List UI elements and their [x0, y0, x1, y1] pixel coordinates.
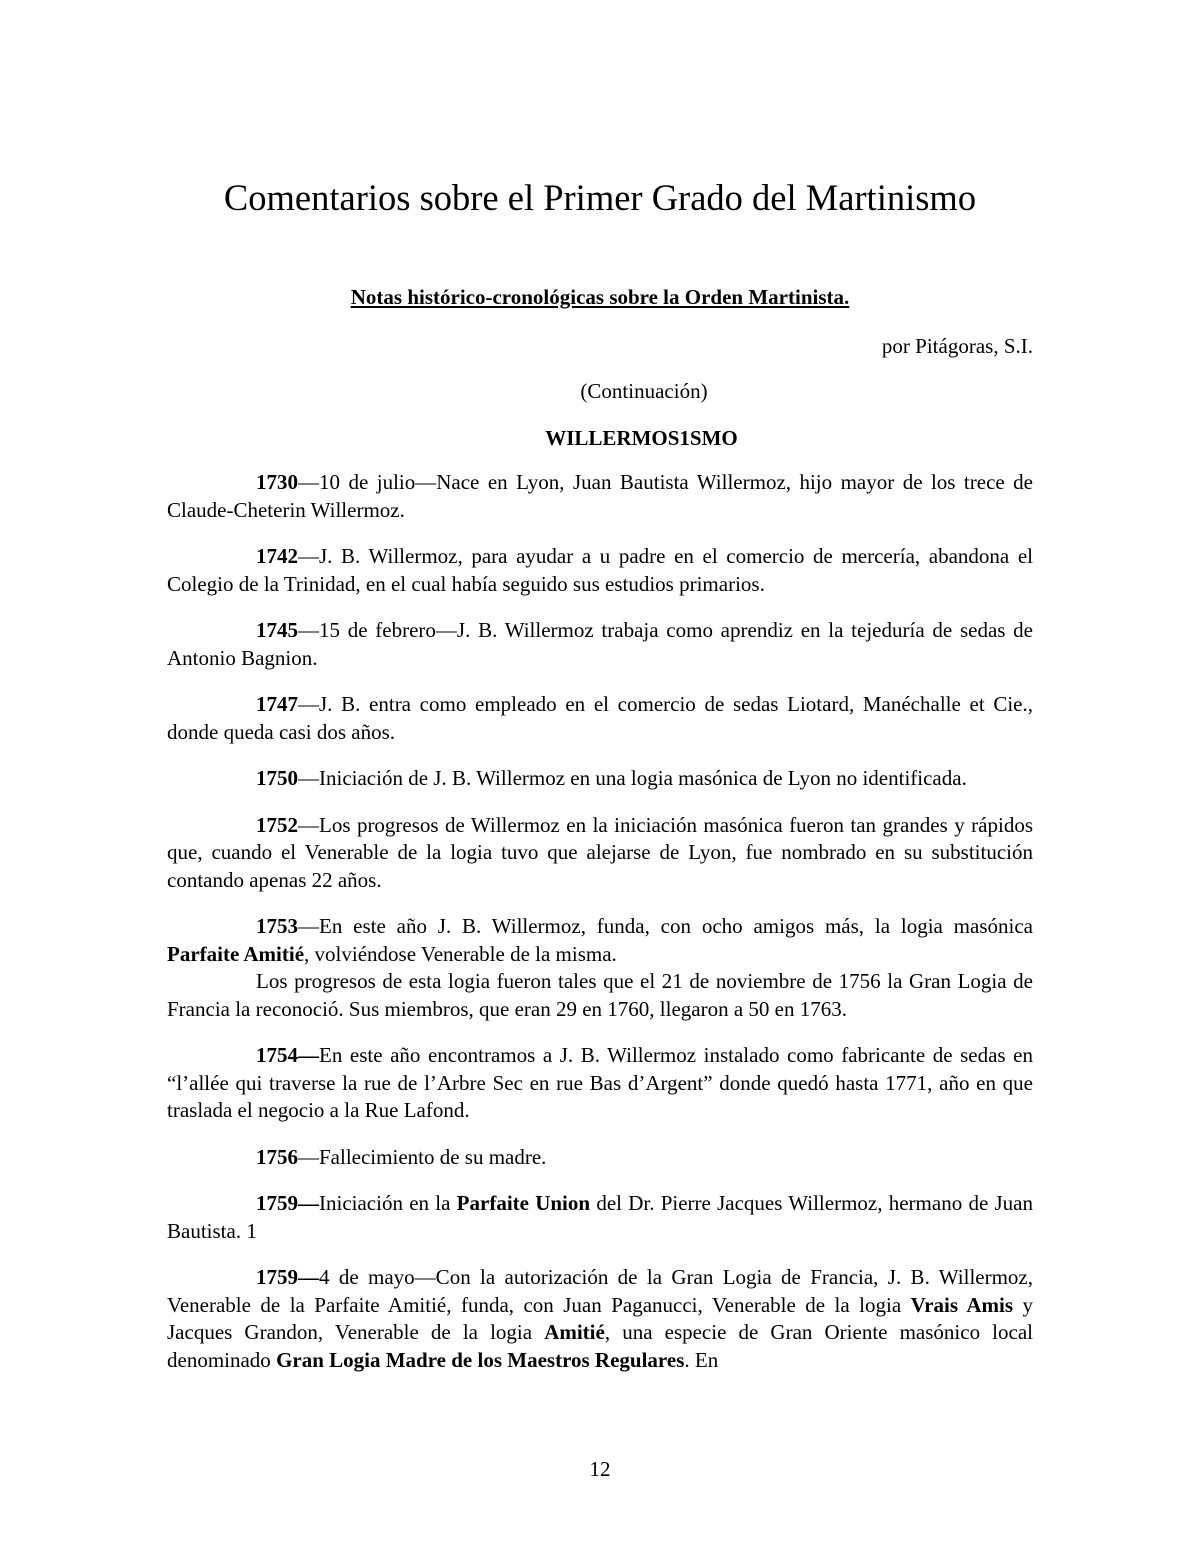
entry-text: —J. B. Willermoz, para ayudar a u padre en el comercio de mercería, abandona el Colegio de la Trinidad, en el cual había seguido sus estudios primarios.	[167, 544, 1033, 596]
entry-text: . En	[684, 1347, 719, 1372]
entry-text: del Dr. Pierre Jacques Willermoz, hermano de Juan Bautista. 1	[167, 1191, 1033, 1243]
entry-year: 1759—	[256, 1191, 319, 1215]
entry-text: —15 de febrero—J. B. Willermoz trabaja como aprendiz en la tejeduría de sedas de Antonio Bagnion.	[167, 618, 1033, 670]
entry-year: 1750	[256, 766, 298, 790]
entry-year: 1759—	[256, 1265, 319, 1289]
entry-1759-b	[167, 1264, 1033, 1374]
author-line: por Pitágoras, S.I.	[881, 334, 1033, 358]
entry-year: 1742	[256, 544, 298, 568]
entry-1753	[167, 913, 1033, 968]
entry-text: 4 de mayo—Con la autorización de la Gran Logia de Francia, J. B. Willermoz, Venerable de la Parfaite Amitié, funda, con Juan Paganucci, Venerable de la logia	[167, 1265, 1033, 1317]
entry-text: —Iniciación de J. B. Willermoz en una logia masónica de Lyon no identificada.	[298, 766, 967, 790]
entry-bold-term: Amitié	[544, 1320, 605, 1344]
entry-text: —Fallecimiento de su madre.	[298, 1144, 547, 1169]
entry-1745	[167, 617, 1033, 672]
entries-body	[167, 469, 1033, 1393]
entry-year: 1745	[256, 618, 298, 642]
entry-1753-continuation: Los progresos de esta logia fueron tales que el 21 de noviembre de 1756 la Gran Logia de Francia la reconoció. Sus miembros, que eran 29 en 1760, llegaron a 50 en 1763.	[167, 969, 1033, 1021]
entry-bold-term: Parfaite Amitié	[167, 941, 305, 966]
entry-text: , volviéndose Venerable de la misma.	[304, 941, 617, 966]
page-number: 12	[589, 1457, 611, 1481]
entry-year: 1753	[256, 914, 298, 938]
entry-year: 1754—	[256, 1043, 319, 1067]
entry-text: , una especie de Gran Oriente masónico local denominado	[167, 1320, 1033, 1372]
entry-1742	[167, 543, 1033, 598]
entry-bold-term: Vrais Amis	[910, 1292, 1014, 1317]
entry-1750	[167, 765, 1033, 793]
entry-bold-term: Gran Logia Madre de los Maestros Regulares	[276, 1347, 685, 1372]
page-title: Comentarios sobre el Primer Grado del Martinismo	[223, 177, 977, 218]
entry-year: 1747	[256, 692, 298, 716]
entry-1756	[167, 1144, 1033, 1172]
entry-bold-term: Parfaite Union	[456, 1191, 591, 1215]
entry-text: y Jacques Grandon, Venerable de la logia	[167, 1292, 1033, 1344]
entry-text: —Los progresos de Willermoz en la iniciación masónica fueron tan grandes y rápidos que, cuando el Venerable de la logia tuvo que alejarse de Lyon, fue nombrado en su substitución contando apenas 22 años.	[167, 812, 1033, 892]
entry-year: 1730	[256, 470, 298, 494]
entry-text: —10 de julio—Nace en Lyon, Juan Bautista Willermoz, hijo mayor de los trece de Claude-Cheterin Willermoz.	[167, 470, 1033, 522]
entry-1747	[167, 691, 1033, 746]
entry-1754	[167, 1042, 1033, 1125]
entry-year: 1752	[256, 812, 298, 837]
entry-text: —En este año J. B. Willermoz, funda, con ocho amigos más, la logia masónica	[298, 914, 1033, 938]
article-subtitle: Notas histórico-cronológicas sobre la Orden Martinista.	[350, 285, 850, 309]
entry-1759-a	[167, 1190, 1033, 1245]
continuation-label: (Continuación)	[580, 379, 708, 403]
entry-1730	[167, 469, 1033, 524]
entry-text: —J. B. entra como empleado en el comercio de sedas Liotard, Manéchalle et Cie., donde queda casi dos años.	[167, 692, 1033, 744]
section-heading: WILLERMOS1SMO	[545, 426, 738, 450]
entry-year: 1756	[256, 1144, 298, 1169]
entry-text: Iniciación en la	[319, 1191, 457, 1215]
entry-1752	[167, 812, 1033, 895]
entry-text: En este año encontramos a J. B. Willermoz instalado como fabricante de sedas en “l’allée qui traverse la rue de l’Arbre Sec en rue Bas d’Argent” donde quedó hasta 1771, año en que traslada el negocio a la Rue Lafond.	[167, 1043, 1033, 1122]
